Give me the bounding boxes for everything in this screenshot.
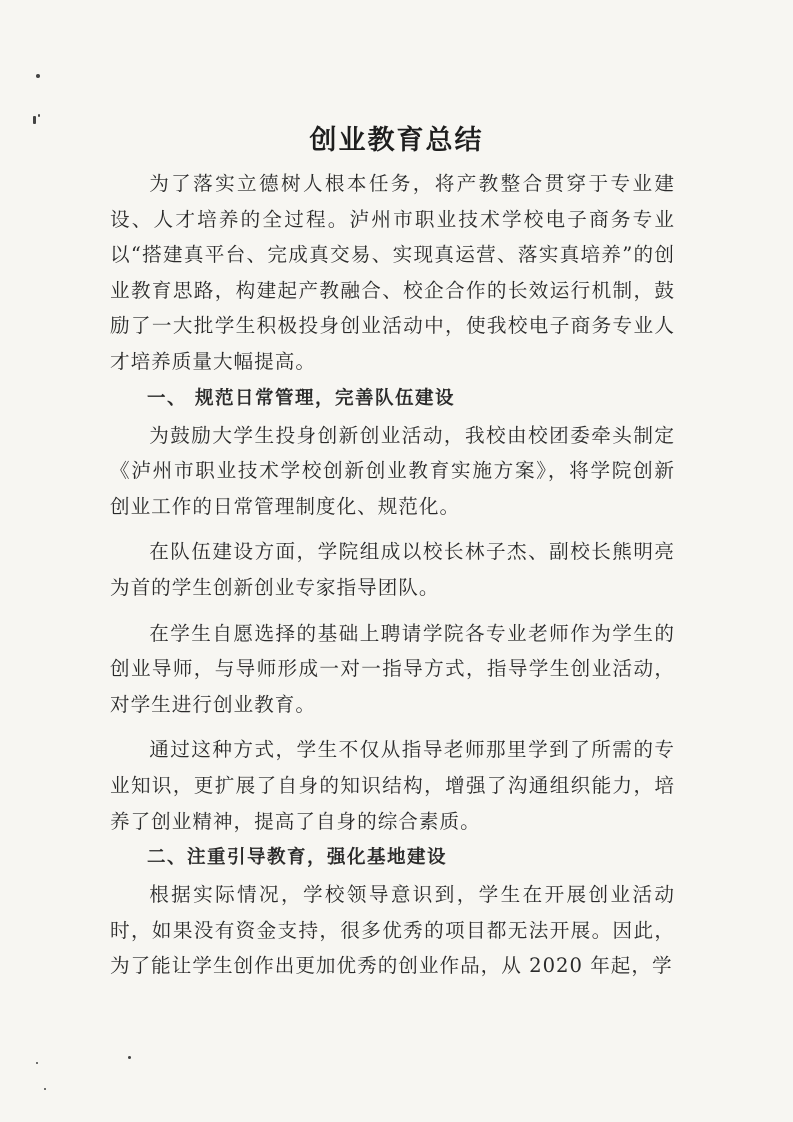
paragraph-team: 在队伍建设方面，学院组成以校长林子杰、副校长熊明亮为首的学生创新创业专家指导团队。 xyxy=(110,540,675,599)
paragraph-funding: 根据实际情况，学校领导意识到，学生在开展创业活动时，如果没有资金支持，很多优秀的项目都无法开展。因此，为了能让学生创作出更加优秀的创业作品，从 2020 年起，学 xyxy=(110,883,675,978)
scan-speck xyxy=(36,74,40,78)
section-heading-1: 一、 规范日常管理，完善队伍建设 xyxy=(147,387,455,409)
scan-speck xyxy=(36,1062,38,1064)
paragraph-benefits: 通过这种方式，学生不仅从指导老师那里学到了所需的专业知识，更扩展了自身的知识结构，增强了沟通组织能力，培养了创业精神，提高了自身的综合素质。 xyxy=(110,738,675,833)
scan-speck xyxy=(128,1056,131,1059)
scan-speck xyxy=(38,114,40,117)
section-heading-2: 二、注重引导教育，强化基地建设 xyxy=(147,847,448,869)
paragraph-mentors: 在学生自愿选择的基础上聘请学院各专业老师作为学生的创业导师，与导师形成一对一指导方式，指导学生创业活动，对学生进行创业教育。 xyxy=(110,621,675,716)
paragraph-management: 为鼓励大学生投身创新创业活动，我校由校团委牵头制定《泸州市职业技术学校创新创业教育实施方案》，将学院创新创业工作的日常管理制度化、规范化。 xyxy=(110,423,675,518)
document-title: 创业教育总结 xyxy=(309,125,484,156)
paragraph-intro: 为了落实立德树人根本任务，将产教整合贯穿于专业建设、人才培养的全过程。泸州市职业技术学校电子商务专业以“搭建真平台、完成真交易、实现真运营、落实真培养”的创业教育思路，构建起产教融合、校企合作的长效运行机制，鼓励了一大批学生积极投身创业活动中，使我校电子商务专业人才培养质量大幅提高。 xyxy=(110,172,675,373)
scan-speck xyxy=(44,1088,46,1090)
document-body xyxy=(110,166,675,984)
